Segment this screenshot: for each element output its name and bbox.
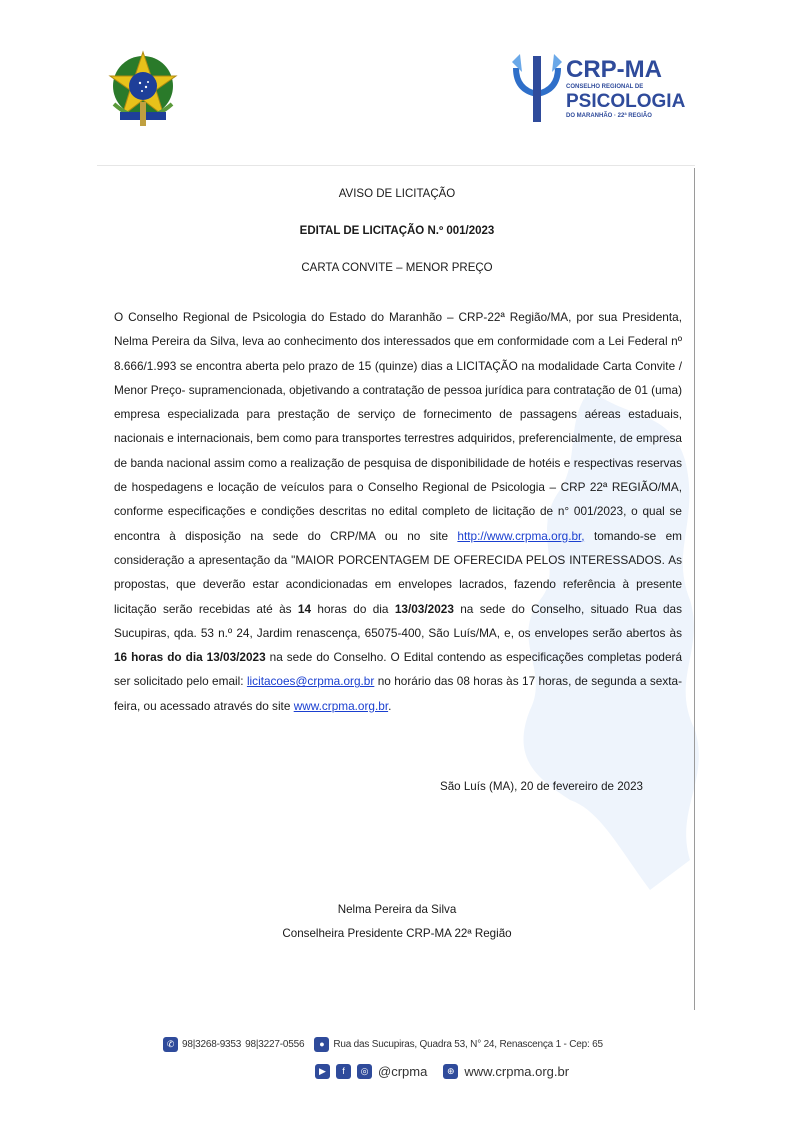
- date-line: São Luís (MA), 20 de fevereiro de 2023: [440, 780, 644, 793]
- youtube-icon[interactable]: ▶: [315, 1064, 330, 1079]
- right-margin-rule: [694, 168, 695, 1010]
- notice-title: AVISO DE LICITAÇÃO: [338, 188, 456, 200]
- site-link[interactable]: http://www.crpma.org.br,: [457, 528, 585, 543]
- body-text-5: na sede do Conselho. O Edital contendo as especificações completas poderá ser solicitado pelo email:: [114, 650, 683, 689]
- facebook-icon[interactable]: f: [336, 1064, 351, 1079]
- instagram-icon[interactable]: ◎: [357, 1064, 372, 1079]
- edital-title: EDITAL DE LICITAÇÃO N.º 001/2023: [299, 225, 495, 237]
- footer-site[interactable]: www.crpma.org.br: [464, 1063, 570, 1079]
- body-text-6: no horário das 08 horas às 17 horas, de segunda a sexta-feira, ou acessado através do site: [114, 674, 683, 713]
- site-link-2[interactable]: www.crpma.org.br: [293, 698, 389, 713]
- coat-of-arms-emblem: [100, 46, 186, 132]
- body-text-1: O Conselho Regional de Psicologia do Estado do Maranhão – CRP-22ª Região/MA, por sua Presidenta, Nelma Pereira da Silva, leva ao conhecimento dos interessados que em conformidade com a Lei Federal nº 8.666/1.993 se encontra aberta pelo prazo de 15 (quinze) dias a LICITAÇÃO na modalidade Carta Convite / Menor Preço- supramencionada, objetivando a contratação de pessoa jurídica para contratação de 01 (uma) empresa especializada para prestação de serviço de fornecimento de passagens aéreas estaduais, nacionais e internacionais, bem como para transportes terrestres adquiridos, preferencialmente, de empresa de banda nacional assim como a realização de pesquisa de disponibilidade de hotéis e respectivas reservas de hospedagens e locação de veículos para o Conselho Regional de Psicologia – CRP 22ª REGIÃO/MA, conforme especificações e condições descritas no edital completo de licitação de n° 001/2023, o qual se encontra à disposição na sede do CRP/MA ou no site: [114, 310, 682, 543]
- psi-symbol-icon: [508, 50, 566, 128]
- logo-line1: CONSELHO REGIONAL DE: [566, 84, 644, 90]
- body-bold-opening: 16 horas do dia 13/03/2023: [114, 650, 266, 665]
- footer-phone1: 98|3268-9353: [182, 1038, 242, 1050]
- crp-ma-logo: [508, 50, 686, 130]
- footer-social-row: [315, 1062, 569, 1080]
- body-text-2: tomando-se em consideração a apresentação da "MAIOR PORCENTAGEM DE OFERECIDA PELOS INTERESSADOS. As propostas, que deverão estar acondicionadas em envelopes lacrados, fazendo referência à presente licitação serão recebidas até às: [114, 528, 682, 616]
- footer-address: Rua das Sucupiras, Quadra 53, N° 24, Renascença 1 - Cep: 65: [333, 1038, 603, 1050]
- footer-social-handle: @crpma: [378, 1063, 428, 1079]
- globe-icon: ⊕: [443, 1064, 458, 1079]
- logo-brand: CRP-MA: [566, 56, 662, 83]
- body-text-7: .: [388, 698, 392, 713]
- modality-title: CARTA CONVITE – MENOR PREÇO: [301, 262, 493, 274]
- location-pin-icon: ●: [314, 1037, 329, 1052]
- body-bold-hour: 14: [297, 601, 312, 616]
- body-bold-date: 13/03/2023: [394, 601, 454, 616]
- logo-line3: DO MARANHÃO · 22ª REGIÃO: [566, 113, 652, 119]
- footer-contact-row: [163, 1035, 603, 1053]
- logo-line2: PSICOLOGIA: [566, 91, 686, 112]
- header-divider: [97, 165, 695, 166]
- email-link[interactable]: licitacoes@crpma.org.br: [246, 674, 375, 689]
- body-text-3: horas do dia: [311, 601, 395, 616]
- signatory-title: Conselheira Presidente CRP-MA 22ª Região: [282, 927, 512, 940]
- phone-icon: ✆: [163, 1037, 178, 1052]
- notice-body: [114, 305, 682, 718]
- signatory-name: Nelma Pereira da Silva: [337, 903, 457, 916]
- footer-phone2: 98|3227-0556: [245, 1038, 305, 1050]
- body-text-4: na sede do Conselho, situado Rua das Sucupiras, qda. 53 n.º 24, Jardim renascença, 65075-400, São Luís/MA, e, os envelopes serão abertos às: [114, 601, 683, 640]
